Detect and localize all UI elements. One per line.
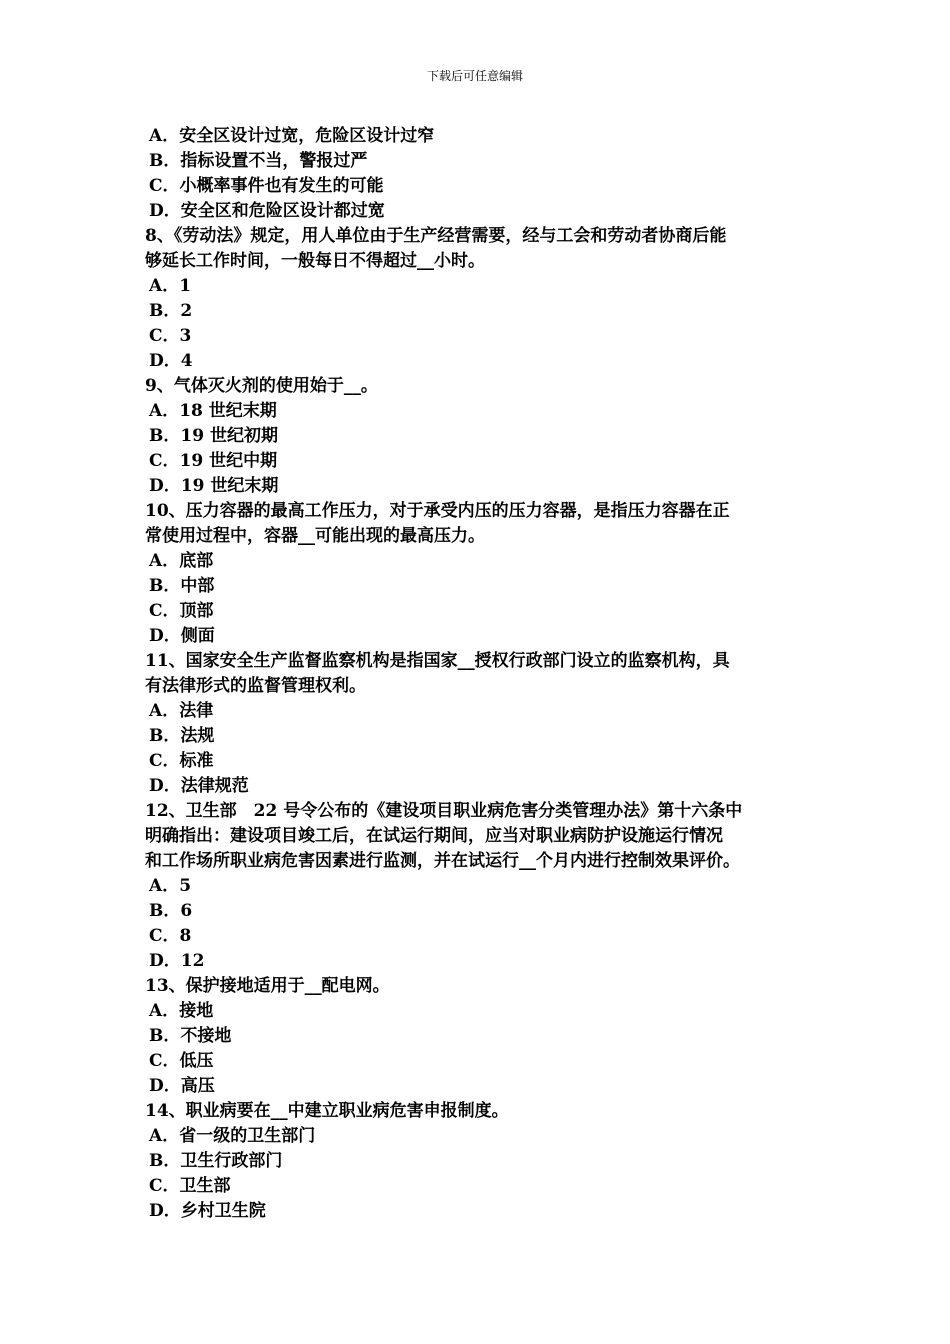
question-line: 和工作场所职业病危害因素进行监测，并在试运行__个月内进行控制效果评价。 [145,851,740,871]
option-line: C．3 [149,326,192,346]
question-line: 有法律形式的监督管理权利。 [145,676,366,696]
option-line: D．安全区和危险区设计都过宽 [149,201,385,221]
option-line: C．小概率事件也有发生的可能 [149,176,384,196]
option-line: B．19 世纪初期 [149,426,278,446]
page-header: 下载后可任意编辑 [426,69,523,83]
option-line: D．19 世纪末期 [149,476,279,496]
option-line: A．底部 [149,551,214,571]
option-line: A．安全区设计过宽，危险区设计过窄 [149,126,435,146]
question-line: 14、职业病要在__中建立职业病危害申报制度。 [145,1101,509,1121]
option-line: D．侧面 [149,626,215,646]
option-line: D．高压 [149,1076,215,1096]
question-line: 12、卫生部 22 号令公布的《建设项目职业病危害分类管理办法》第十六条中 [145,801,743,821]
option-line: D．4 [149,351,193,371]
option-line: C．标准 [149,751,214,771]
question-line: 10、压力容器的最高工作压力，对于承受内压的压力容器，是指压力容器在正 [145,501,730,521]
option-line: C．卫生部 [149,1176,231,1196]
question-line: 11、国家安全生产监督监察机构是指国家__授权行政部门设立的监察机构，具 [145,651,730,671]
option-line: D．12 [149,951,205,971]
option-line: A．接地 [149,1001,214,1021]
option-line: B．6 [149,901,193,921]
question-line: 常使用过程中，容器__可能出现的最高压力。 [145,526,485,546]
option-line: B．卫生行政部门 [149,1151,283,1171]
option-line: A．法律 [149,701,214,721]
option-line: D．乡村卫生院 [149,1201,266,1221]
option-line: A．省一级的卫生部门 [149,1126,316,1146]
option-line: C．8 [149,926,192,946]
question-line: 明确指出：建设项目竣工后，在试运行期间，应当对职业病防护设施运行情况 [145,826,723,846]
question-line: 9、气体灭火剂的使用始于__。 [145,376,378,396]
option-line: C．19 世纪中期 [149,451,278,471]
question-line: 8、《劳动法》规定，用人单位由于生产经营需要，经与工会和劳动者协商后能 [145,226,727,246]
option-line: A．1 [149,276,192,296]
option-line: B．法规 [149,726,215,746]
option-line: B．指标设置不当，警报过严 [149,151,368,171]
question-line: 13、保护接地适用于__配电网。 [145,976,390,996]
option-line: A．5 [149,876,192,896]
option-line: A．18 世纪末期 [149,401,277,421]
option-line: B．不接地 [149,1026,232,1046]
document-body [145,124,815,1224]
option-line: C．顶部 [149,601,214,621]
question-line: 够延长工作时间，一般每日不得超过__小时。 [145,251,485,271]
option-line: C．低压 [149,1051,214,1071]
option-line: B．中部 [149,576,215,596]
option-line: B．2 [149,301,193,321]
option-line: D．法律规范 [149,776,249,796]
